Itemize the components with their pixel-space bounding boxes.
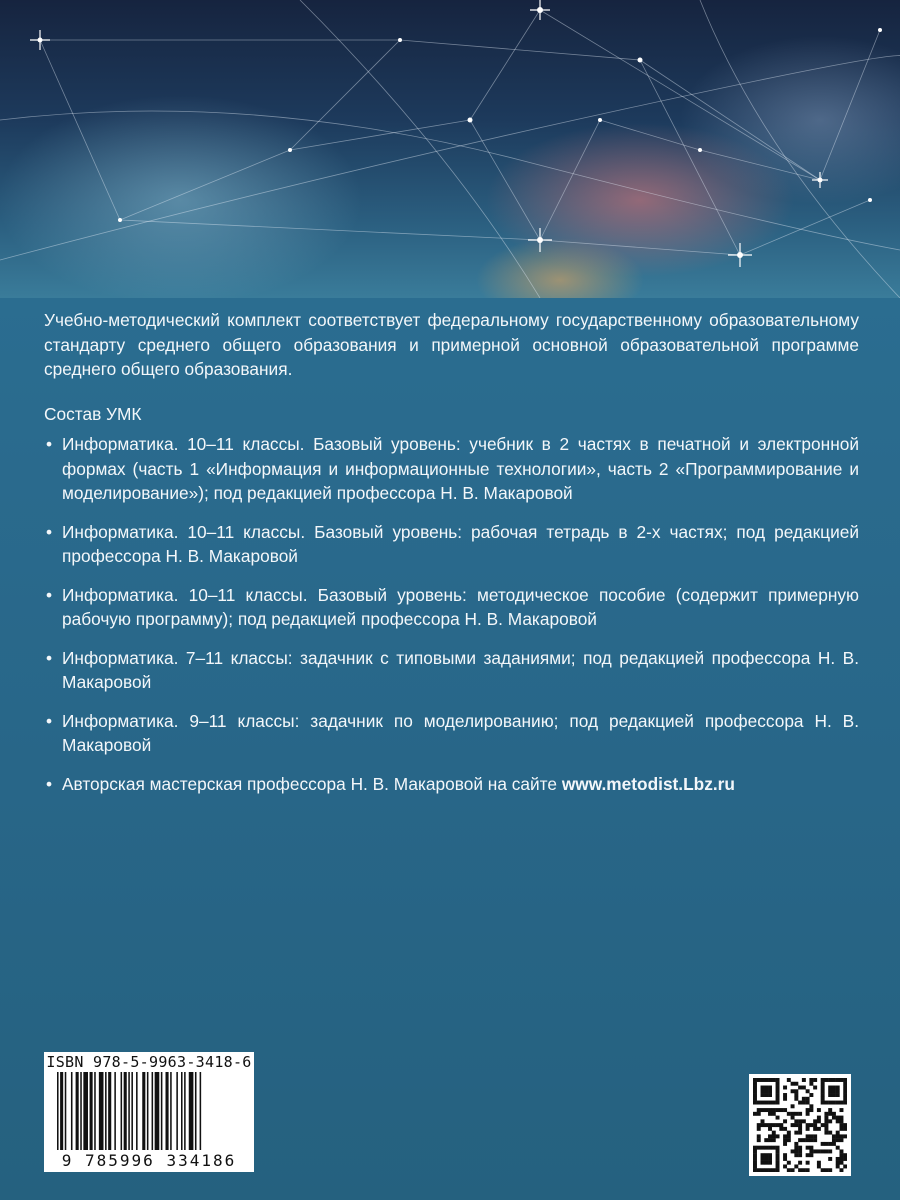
workshop-site-link[interactable]: www.metodist.Lbz.ru xyxy=(561,773,735,794)
barcode-icon xyxy=(49,1072,249,1150)
intro-paragraph: Учебно-методический комплект соответствует федеральному государственному образовательному стандарту среднего общего образования и примерной основной образовательной программе среднего общего образования. xyxy=(44,310,859,379)
umk-list xyxy=(44,432,859,796)
workshop-item xyxy=(44,772,859,797)
isbn-text: ISBN 978-5-9963-3418-6 xyxy=(46,1053,252,1071)
annotation-text xyxy=(44,308,859,810)
list-item: • Информатика. 10–11 классы. Базовый уровень: методическое пособие (содержит примерную рабочую программу); под редакцией профессора Н. В. Макаровой xyxy=(44,583,859,632)
ean-digits: 9 785996 334186 xyxy=(61,1151,237,1170)
list-item: • Информатика. 10–11 классы. Базовый уровень: рабочая тетрадь в 2-х частях; под редакцией профессора Н. В. Макаровой xyxy=(44,520,859,569)
umk-title: Состав УМК xyxy=(44,403,142,424)
workshop-text: Авторская мастерская профессора Н. В. Макаровой на сайте xyxy=(62,773,562,794)
qr-code xyxy=(749,1074,851,1176)
list-item: • Информатика. 10–11 классы. Базовый уровень: учебник в 2 частях в печатной и электронной формах (часть 1 «Информация и информационные технологии», часть 2 «Программирование и моделирование»); под редакцией профессора Н. В. Макаровой xyxy=(44,432,859,506)
list-item: • Информатика. 7–11 классы: задачник с типовыми заданиями; под редакцией профессора Н. В. Макаровой xyxy=(44,646,859,695)
qr-code-icon xyxy=(753,1078,847,1172)
star-network-icon xyxy=(0,0,900,298)
isbn-barcode xyxy=(44,1052,254,1172)
cover-illustration xyxy=(0,0,900,298)
list-item: • Информатика. 9–11 классы: задачник по моделированию; под редакцией профессора Н. В. Макаровой xyxy=(44,709,859,758)
